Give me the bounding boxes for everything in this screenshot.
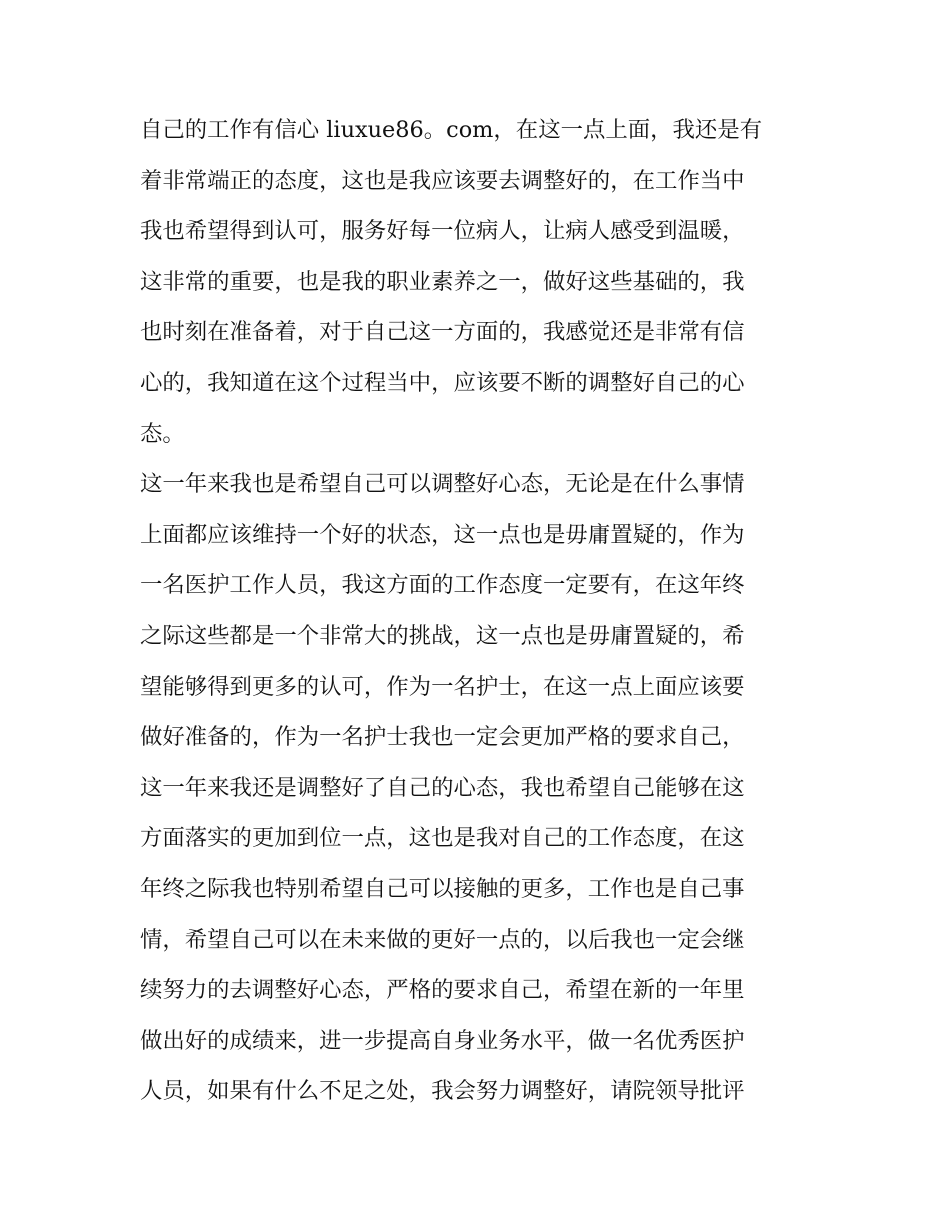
- text-line: 上面都应该维持一个好的状态，这一点也是毋庸置疑的，作为: [140, 521, 745, 548]
- text-line: 一名医护工作人员，我这方面的工作态度一定要有，在这年终: [140, 572, 745, 599]
- text-line: 心的，我知道在这个过程当中，应该要不断的调整好自己的心: [140, 369, 745, 396]
- text-line: 这一年来我也是希望自己可以调整好心态，无论是在什么事情: [140, 471, 745, 498]
- text-line: 望能够得到更多的认可，作为一名护士，在这一点上面应该要: [140, 673, 745, 700]
- text-line: 着非常端正的态度，这也是我应该要去调整好的，在工作当中: [140, 167, 745, 194]
- text-line: 这一年来我还是调整好了自己的心态，我也希望自己能够在这: [140, 774, 745, 801]
- text-line: 态。: [140, 420, 185, 447]
- text-line: 方面落实的更加到位一点，这也是我对自己的工作态度，在这: [140, 825, 745, 852]
- body-text: [140, 105, 820, 1117]
- text-line: 这非常的重要，也是我的职业素养之一，做好这些基础的，我: [140, 268, 745, 295]
- text-line: 我也希望得到认可，服务好每一位病人，让病人感受到温暖，: [140, 218, 745, 245]
- text-line: 情，希望自己可以在未来做的更好一点的，以后我也一定会继: [140, 926, 745, 953]
- text-line: 续努力的去调整好心态，严格的要求自己，希望在新的一年里: [140, 977, 745, 1004]
- text-line: 年终之际我也特别希望自己可以接触的更多，工作也是自己事: [140, 875, 745, 902]
- text-line: 做出好的成绩来，进一步提高自身业务水平，做一名优秀医护: [140, 1027, 745, 1054]
- text-line: 做好准备的，作为一名护士我也一定会更加严格的要求自己，: [140, 724, 745, 751]
- text-line: 也时刻在准备着，对于自己这一方面的，我感觉还是非常有信: [140, 319, 745, 346]
- text-line: 人员，如果有什么不足之处，我会努力调整好，请院领导批评: [140, 1078, 745, 1105]
- text-line: 自己的工作有信心 liuxue86。com，在这一点上面，我还是有: [140, 117, 763, 143]
- text-line: 之际这些都是一个非常大的挑战，这一点也是毋庸置疑的，希: [140, 622, 745, 649]
